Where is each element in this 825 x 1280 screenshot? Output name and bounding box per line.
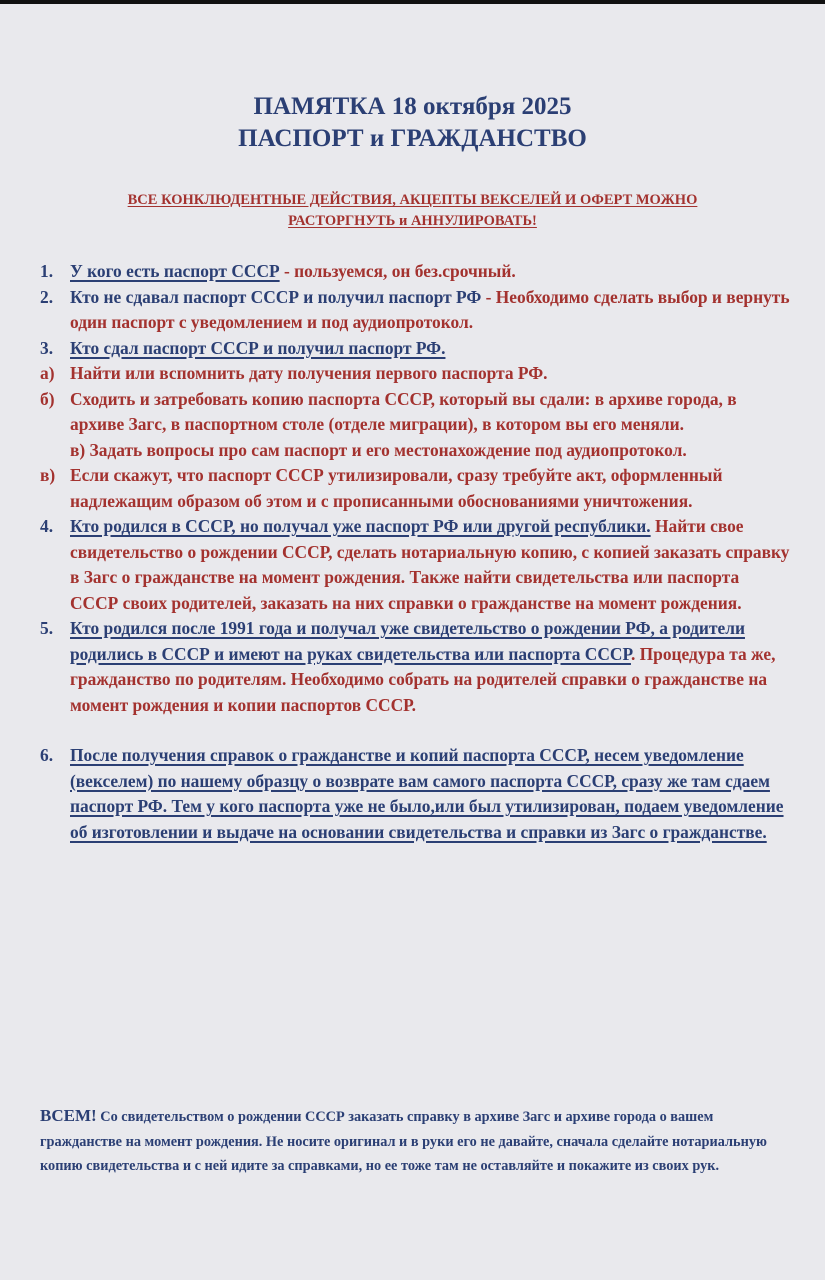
item-text: Найти свое свидетельство о рождении СССР, сделать нотариальную копию, с копией заказать справку в Загс о гражданстве на момент рождения. Также найти свидетельства или паспорта СССР своих родителей, заказать на них справки о гражданстве на момент рождения. [70,516,790,613]
instruction-list [40,259,790,845]
item-text: - пользуемся, он без.срочный. [279,261,516,281]
spacer [40,718,790,743]
memo-title-line-2: ПАСПОРТ и ГРАЖДАНСТВО [238,125,587,152]
list-item-3 [40,336,790,362]
footer-text: Со свидетельством о рождении СССР заказать справку в архиве Загс и архиве города о вашем гражданстве на момент рождения. Не носите оригинал и в руки его не давайте, сначала сделайте нотариальную копию свидетельства и с ней идите за справками, но ее тоже там не оставляйте и покажите из своих рук. [40,1109,767,1174]
warning-line-2: РАСТОРГНУТЬ и АННУЛИРОВАТЬ! [288,213,537,229]
list-item-5 [40,616,790,718]
list-item-1 [40,259,790,285]
item-text: Найти или вспомнить дату получения первого паспорта РФ. [70,363,548,383]
item-text: Если скажут, что паспорт СССР утилизировали, сразу требуйте акт, оформленный надлежащим образом об этом и с прописанными обоснованиями уничтожения. [70,465,723,511]
item-text: - Необходимо сделать выбор и вернуть один паспорт с уведомлением и под аудиопротокол. [70,286,790,332]
item-number: 1. [40,261,54,281]
warning-line-1: ВСЕ КОНКЛЮДЕНТНЫЕ ДЕЙСТВИЯ, АКЦЕПТЫ ВЕКСЕЛЕЙ И ОФЕРТ МОЖНО [127,192,698,208]
item-number: 6. [40,745,54,765]
list-item-6 [40,743,790,845]
item-text: в) Задать вопросы про сам паспорт и его местонахождение под аудиопротокол. [70,439,687,460]
item-heading: У кого есть паспорт СССР [70,261,280,281]
list-subitem-c [40,463,790,514]
item-heading: Кто родился после 1991 года и получал уже свидетельство о рождении РФ, а родители родились в СССР и имеют на руках свидетельства или паспорта СССР [70,618,745,664]
item-number: 3. [40,337,54,358]
item-number: а) [40,363,55,383]
item-heading: После получения справок о гражданстве и копий паспорта СССР, несем уведомление (векселем) по нашему образцу о возврате вам самого паспорта СССР, сразу же там сдаем паспорт РФ. Тем у кого паспорта уже не было,или был утилизирован, подаем уведомление об изготовлении и выдаче на основании свидетельства и справки из Загс о гражданстве. [70,745,784,842]
item-text: Сходить и затребовать копию паспорта СССР, который вы сдали: в архиве города, в архиве Загс, в паспортном столе (отделе миграции), в котором вы его меняли. [70,388,737,434]
item-number: 4. [40,516,54,536]
item-heading: Кто родился в СССР, но получал уже паспорт РФ или другой республики. [70,516,651,536]
list-subitem-b-2 [40,438,790,464]
item-number: в) [40,465,56,485]
item-number: 2. [40,286,54,307]
item-number: 5. [40,618,54,638]
footer-lead: ВСЕМ! [40,1106,97,1125]
list-item-2 [40,285,790,336]
item-number: б) [40,388,55,409]
memo-title-line-1: ПАМЯТКА 18 октября 2025 [253,93,572,120]
list-subitem-a [40,361,790,387]
list-item-4 [40,514,790,616]
item-text: . Процедура та же, гражданство по родителям. Необходимо собрать на родителей справки о гражданстве на момент рождения и копии паспортов СССР. [70,643,776,715]
footer-note [40,1104,780,1179]
item-heading: Кто не сдавал паспорт СССР и получил паспорт РФ [70,286,482,307]
list-subitem-b [40,387,790,438]
item-heading: Кто сдал паспорт СССР и получил паспорт РФ. [70,337,446,358]
